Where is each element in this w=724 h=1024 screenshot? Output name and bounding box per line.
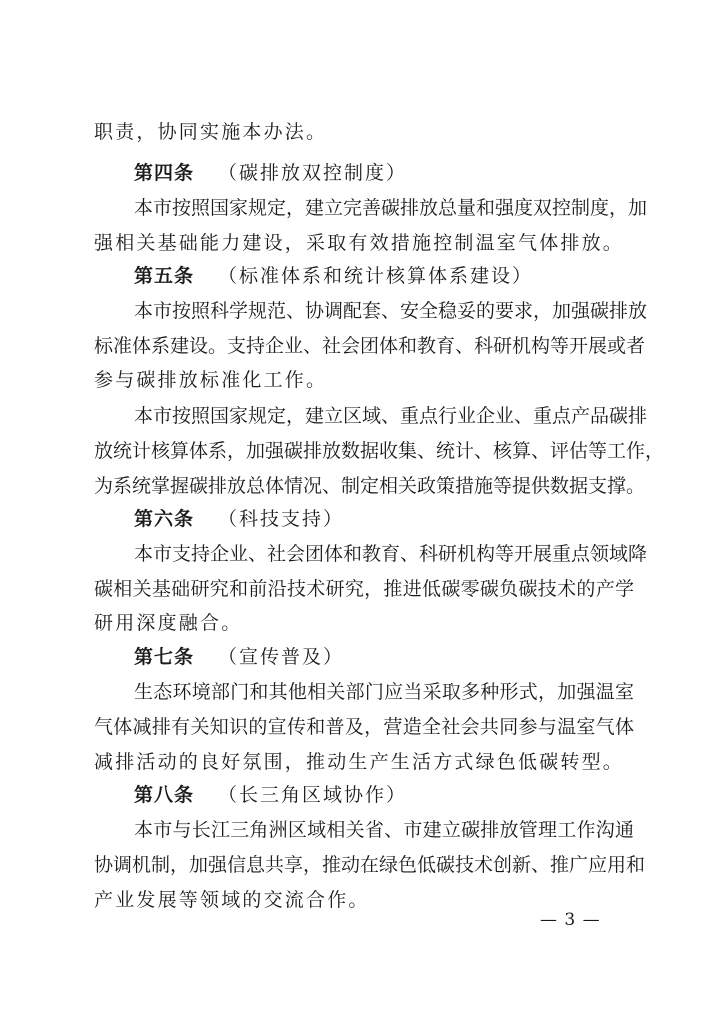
article-number: 第四条: [134, 162, 195, 184]
article-topic: （科技支持）: [218, 508, 345, 530]
paragraph-line: 本市按照国家规定，建立完善碳排放总量和强度双控制度，加: [134, 197, 648, 219]
paragraph-line: 本市与长江三角洲区域相关省、市建立碳排放管理工作沟通: [134, 819, 634, 841]
article-heading-8: [134, 783, 634, 807]
paragraph-line: 产业发展等领域的交流合作。: [94, 889, 370, 911]
paragraph-line: 协调机制，加强信息共享，推动在绿色低碳技术创新、推广应用和: [94, 854, 646, 876]
paragraph-line: 参与碳排放标准化工作。: [94, 369, 328, 391]
paragraph-line: 生态环境部门和其他相关部门应当采取多种形式，加强温室: [134, 681, 634, 703]
paragraph-line: 为系统掌握碳排放总体情况、制定相关政策措施等提供数据支撑。: [94, 475, 646, 497]
article-topic: （长三角区域协作）: [218, 784, 408, 806]
paragraph-line: 放统计核算体系，加强碳排放数据收集、统计、核算、评估等工作，: [94, 440, 665, 462]
article-topic: （标准体系和统计核算体系建设）: [218, 265, 534, 287]
article-topic: （宣传普及）: [218, 646, 345, 668]
paragraph-line: 气体减排有关知识的宣传和普及，营造全社会共同参与温室气体: [94, 716, 634, 738]
continuation-text: 职责，协同实施本办法。: [94, 121, 328, 143]
article-number: 第六条: [134, 508, 195, 530]
paragraph-line: 减排活动的良好氛围，推动生产生活方式绿色低碳转型。: [94, 751, 625, 773]
article-heading-6: [134, 507, 634, 531]
paragraph-line: 标准体系建设。支持企业、社会团体和教育、科研机构等开展或者: [94, 335, 646, 357]
page-number: — 3 —: [540, 910, 601, 930]
paragraph-line: 本市按照科学规范、协调配套、安全稳妥的要求，加强碳排放: [134, 300, 648, 322]
article-topic: （碳排放双控制度）: [218, 162, 408, 184]
article-heading-7: [134, 645, 634, 669]
article-number: 第八条: [134, 784, 195, 806]
article-number: 第七条: [134, 646, 195, 668]
paragraph-line: 研用深度融合。: [94, 612, 243, 634]
paragraph-line: 本市支持企业、社会团体和教育、科研机构等开展重点领域降: [134, 543, 648, 565]
article-heading-4: [134, 161, 634, 185]
article-heading-5: [134, 264, 634, 288]
paragraph-line: 本市按照国家规定，建立区域、重点行业企业、重点产品碳排: [134, 405, 648, 427]
article-number: 第五条: [134, 265, 195, 287]
paragraph-line: 强相关基础能力建设，采取有效措施控制温室气体排放。: [94, 232, 625, 254]
paragraph-line: 碳相关基础研究和前沿技术研究，推进低碳零碳负碳技术的产学: [94, 578, 634, 600]
